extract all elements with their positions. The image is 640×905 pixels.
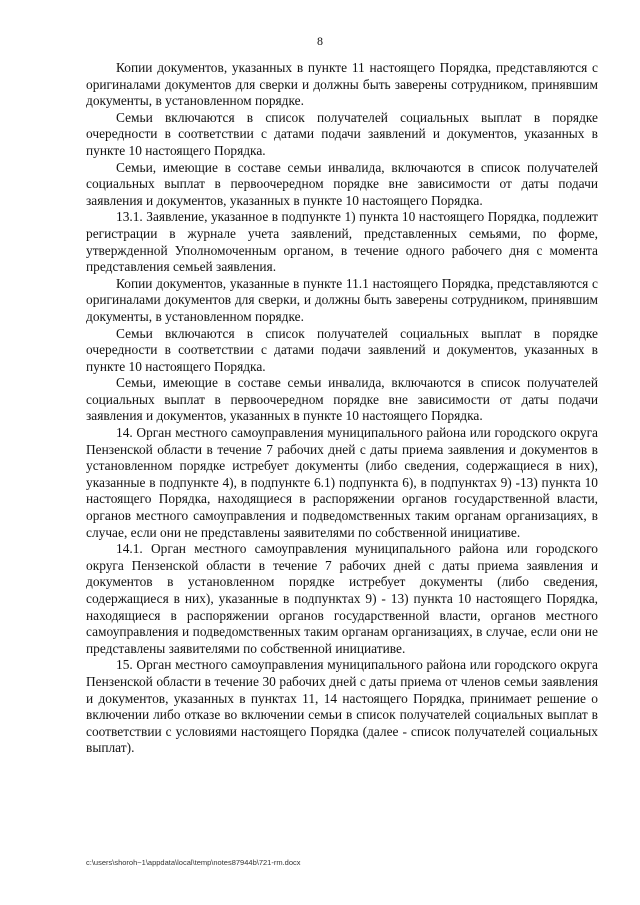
paragraph-families-order: Семьи включаются в список получателей социальных выплат в порядке очередности в соответствии с датами подачи заявлений и документов, указанных в пункте 10 настоящего Порядка.	[86, 109, 598, 158]
paragraph-15: 15. Орган местного самоуправления муниципального района или городского округа Пензенской области в течение 30 рабочих дней с даты приема от членов семьи заявления и документов, указанных в пунктах 11, 14 настоящего Порядка, принимает решение о включении либо отказе во включении семьи в список получателей социальных выплат в соответствии с условиями настоящего Порядка (далее - список получателей социальных выплат).	[86, 657, 598, 756]
paragraph-families-order-2: Семьи включаются в список получателей социальных выплат в порядке очередности в соответствии с датами подачи заявлений и документов, указанных в пункте 10 настоящего Порядка.	[86, 325, 598, 374]
footer-file-path: c:\users\shoroh~1\appdata\local\temp\notes87944b\721-rm.docx	[86, 858, 301, 867]
page-number: 8	[317, 34, 323, 48]
document-body	[86, 60, 598, 757]
paragraph-families-disabled-2: Семьи, имеющие в составе семьи инвалида, включаются в список получателей социальных выплат в первоочередном порядке вне зависимости от даты подачи заявления и документов, указанных в пункте 10 настоящего Порядка.	[86, 375, 598, 424]
paragraph-13-1: 13.1. Заявление, указанное в подпункте 1) пункта 10 настоящего Порядка, подлежит регистрации в журнале учета заявлений, представленных семьями, по форме, утвержденной Уполномоченным органом, в течение одного рабочего дня с момента представления семьей заявления.	[86, 209, 598, 275]
paragraph-14-1: 14.1. Орган местного самоуправления муниципального района или городского округа Пензенской области в течение 7 рабочих дней с даты приема заявления и документов в установленном порядке истребует документы (либо сведения, содержащиеся в них), указанные в подпунктах 9) - 13) пункта 10 настоящего Порядка, находящиеся в распоряжении органов государственной власти, органов местного самоуправления и подведомственных таким органам организациях, в случае, если они не представлены заявителями по собственной инициативе.	[86, 541, 598, 656]
paragraph-copies-documents-11: Копии документов, указанных в пункте 11 настоящего Порядка, представляются с оригиналами документов для сверки и должны быть заверены сотрудником, принявшим документы, в установленном порядке.	[86, 60, 598, 109]
paragraph-families-disabled: Семьи, имеющие в составе семьи инвалида, включаются в список получателей социальных выплат в первоочередном порядке вне зависимости от даты подачи заявления и документов, указанных в пункте 10 настоящего Порядка.	[86, 159, 598, 208]
paragraph-copies-documents-11-1: Копии документов, указанные в пункте 11.1 настоящего Порядка, представляются с оригиналами документов для сверки, и должны быть заверены сотрудником, принявшим документы, в установленном порядке.	[86, 275, 598, 324]
paragraph-14: 14. Орган местного самоуправления муниципального района или городского округа Пензенской области в течение 7 рабочих дней с даты приема заявления и документов в установленном порядке истребует документы (либо сведения, содержащиеся в них), указанные в подпункте 4), в подпункте 6.1) подпункта 6), в подпунктах 9) -13) пункта 10 настоящего Порядка, находящиеся в распоряжении органов государственной власти, органов местного самоуправления и подведомственных таким органам организациях, в случае, если они не представлены заявителями по собственной инициативе.	[86, 425, 598, 540]
